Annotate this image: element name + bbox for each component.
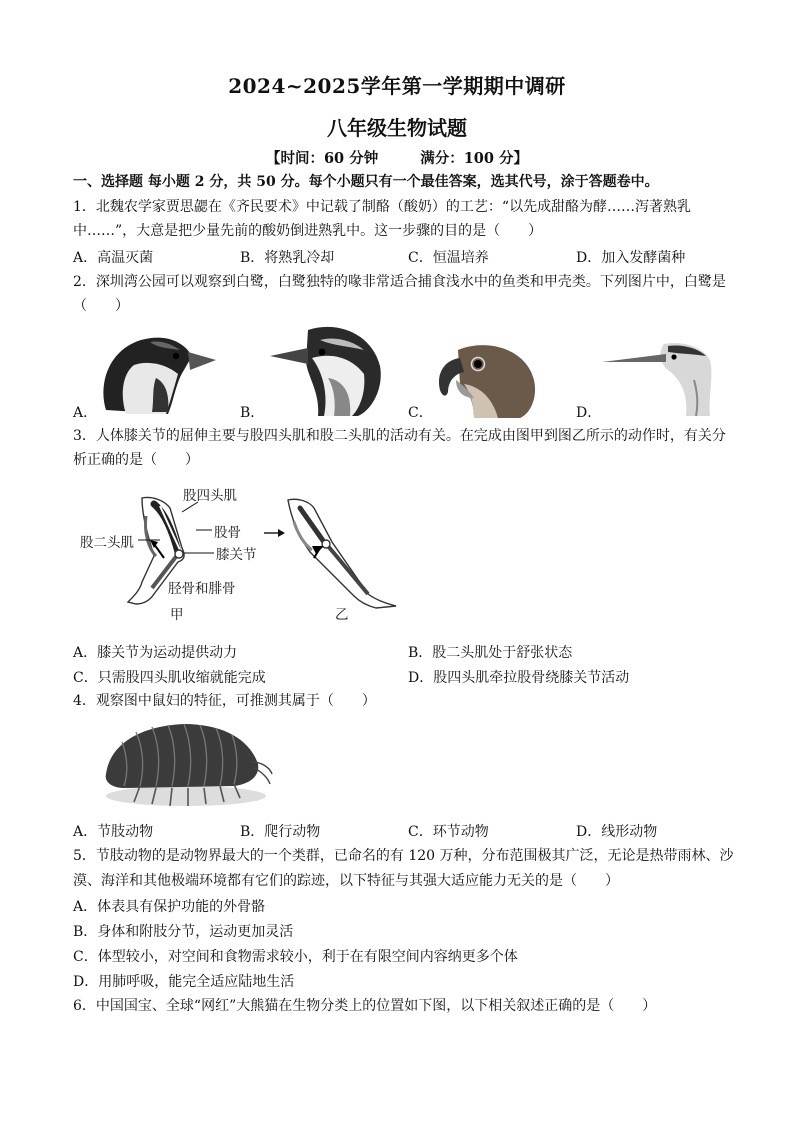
label-knee-leader bbox=[184, 551, 216, 555]
q3-option-c: C．只需股四头肌收缩就能完成 bbox=[73, 670, 266, 686]
q6-line1: 6．中国国宝、全球“网红”大熊猫在生物分类上的位置如下图，以下相关叙述正确的是（ ） bbox=[73, 998, 657, 1014]
label-jia: 甲 bbox=[170, 607, 184, 623]
exam-info bbox=[0, 147, 794, 168]
q5-line1: 5．节肢动物的是动物界最大的一个类群，已命名的有 120 万种，分布范围极其广泛，无论是热带雨林、沙 bbox=[73, 848, 734, 864]
q1-line1: 1．北魏农学家贾思勰在《齐民要术》中记载了制酪（酸奶）的工艺：“以先成甜酪为酵……泻著熟乳 bbox=[73, 199, 692, 215]
q4-option-b: B．爬行动物 bbox=[240, 824, 321, 840]
label-biceps: 股二头肌 bbox=[80, 535, 134, 551]
leg-figure-yi bbox=[284, 498, 400, 610]
q5-option-a: A．体表具有保护功能的外骨骼 bbox=[73, 899, 266, 915]
q3-line1: 3．人体膝关节的屈伸主要与股四头肌和股二头肌的活动有关。在完成由图甲到图乙所示的动作时，有关分 bbox=[73, 428, 726, 444]
exam-subject: 八年级生物试题 bbox=[327, 116, 467, 140]
label-yi: 乙 bbox=[335, 607, 349, 623]
exam-title: 2024~2025学年第一学期期中调研 bbox=[228, 74, 566, 98]
q2-option-d: D． bbox=[576, 405, 602, 421]
q1-option-c: C．恒温培养 bbox=[408, 250, 489, 266]
q3-option-a: A．膝关节为运动提供动力 bbox=[73, 645, 238, 661]
bird-d-image bbox=[602, 340, 718, 416]
bird-a-image bbox=[96, 330, 218, 416]
bird-b-image bbox=[268, 322, 386, 418]
label-knee: 膝关节 bbox=[216, 547, 257, 563]
q1-option-d: D．加入发酵菌种 bbox=[576, 250, 686, 266]
q3-line2: 析正确的是（ ） bbox=[73, 452, 199, 468]
q4-line1: 4．观察图中鼠妇的特征，可推测其属于（ ） bbox=[73, 693, 376, 709]
q5-option-b: B．身体和附肢分节，运动更加灵活 bbox=[73, 924, 294, 940]
pillbug-image bbox=[100, 718, 272, 814]
q5-option-c: C．体型较小，对空间和食物需求较小，利于在有限空间内容纳更多个体 bbox=[73, 949, 518, 965]
exam-score: 满分：100 分】 bbox=[420, 150, 529, 167]
q4-option-c: C．环节动物 bbox=[408, 824, 489, 840]
q2-line2: （ ） bbox=[73, 298, 129, 314]
label-biceps-leader bbox=[138, 538, 162, 542]
q2-option-c: C． bbox=[408, 405, 433, 421]
label-quadriceps: 股四头肌 bbox=[183, 488, 237, 504]
label-femur-leader bbox=[196, 528, 214, 532]
bird-c-image bbox=[434, 340, 538, 418]
q1-line2: 中……”，大意是把少量先前的酸奶倒进熟乳中。这一步骤的目的是（ ） bbox=[73, 223, 543, 239]
exam-time: 【时间：60 分钟 bbox=[265, 150, 379, 167]
q2-option-a: A． bbox=[73, 405, 98, 421]
q5-line2: 漠、海洋和其他极端环境都有它们的踪迹，以下特征与其强大适应能力无关的是（ ） bbox=[73, 873, 619, 889]
q4-option-a: A．节肢动物 bbox=[73, 824, 154, 840]
label-femur: 股骨 bbox=[214, 525, 241, 541]
q3-option-b: B．股二头肌处于舒张状态 bbox=[408, 645, 573, 661]
arrow-to-yi bbox=[264, 528, 286, 538]
label-tibia: 胫骨和腓骨 bbox=[168, 581, 236, 597]
q1-option-a: A．高温灭菌 bbox=[73, 250, 154, 266]
q3-option-d: D．股四头肌牵拉股骨绕膝关节活动 bbox=[408, 670, 630, 686]
label-quadriceps-leader bbox=[178, 500, 208, 514]
section-heading: 一、选择题 每小题 2 分，共 50 分。每个小题只有一个最佳答案，选其代号，涂于答题卷中。 bbox=[73, 174, 659, 190]
q4-option-d: D．线形动物 bbox=[576, 824, 658, 840]
q2-line1: 2．深圳湾公园可以观察到白鹭，白鹭独特的喙非常适合捕食浅水中的鱼类和甲壳类。下列图片中，白鹭是 bbox=[73, 274, 726, 290]
q5-option-d: D．用肺呼吸，能完全适应陆地生活 bbox=[73, 974, 295, 990]
q2-option-b: B． bbox=[240, 405, 265, 421]
q1-option-b: B．将熟乳冷却 bbox=[240, 250, 335, 266]
